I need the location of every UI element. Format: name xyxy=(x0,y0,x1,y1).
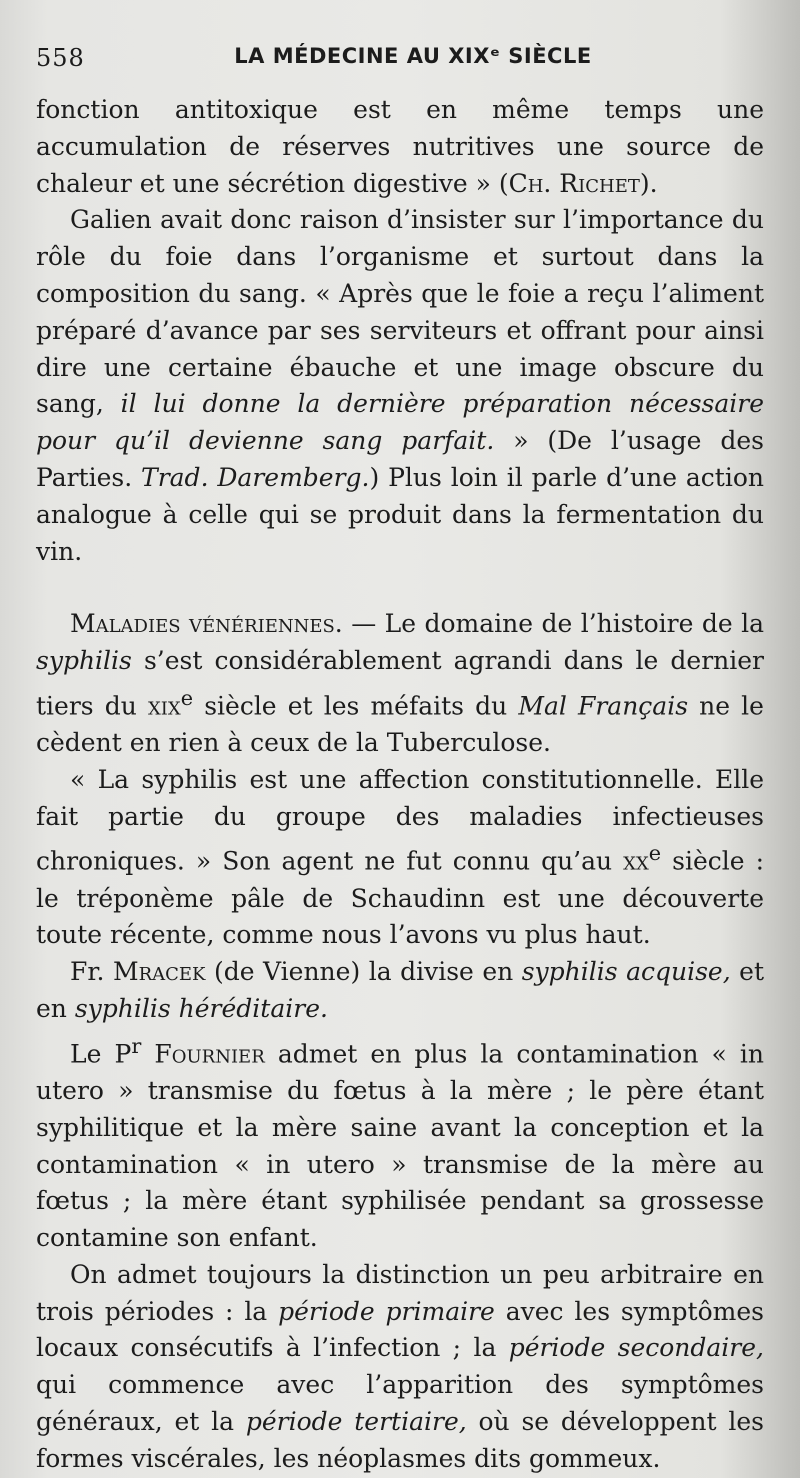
paragraph-3: Maladies vénériennes. — Le domaine de l’histoire de la syphilis s’est considérablement agrandi dans le dernier tiers du xix$^e$ siècle et les méfaits du Mal Français ne le cèdent en rien à ceux de la Tuberculose. xyxy=(36,609,764,758)
paragraph-4: « La syphilis est une affection constitutionnelle. Elle fait partie du groupe des maladies infectieuses chroniques. » Son agent ne fut connu qu’au $xx^e$ siècle : le tréponème pâle de Schaudinn est une découverte toute récente, comme nous l’avons vu plus haut. xyxy=(36,764,764,950)
section-heading: Maladies vénériennes. xyxy=(70,609,343,639)
paragraph-5: Fr. Mracek (de Vienne) la divise en syphilis acquise, et en syphilis héréditaire. xyxy=(36,957,765,1023)
paragraph-1: fonction antitoxique est en même temps une accumulation de réserves nutritives une source de chaleur et une sécrétion digestive » (Ch. Richet). xyxy=(36,95,764,198)
author-fournier: Fournier xyxy=(141,1039,265,1069)
author-mracek: Mracek xyxy=(113,957,206,987)
page-header xyxy=(36,42,760,78)
daremberg-citation: Trad. Daremberg. xyxy=(141,462,370,492)
galien-quote-italic: il lui donne la dernière préparation nécessaire pour qu’il devienne sang parfait. xyxy=(36,389,764,456)
running-title: LA MÉDECINE AU XIXᵉ SIÈCLE xyxy=(234,44,592,68)
body-text xyxy=(36,92,764,1478)
page-number: 558 xyxy=(36,44,85,72)
author-richet: Ch. Richet xyxy=(508,168,640,198)
paragraph-6: Le $P^r$ Fournier admet en plus la contamination « in utero » transmise du fœtus à la mère ; le père étant syphilitique et la mère saine avant la conception et la contamination « in utero » transmise de la mère au fœtus ; la mère étant syphilisée pendant sa grossesse contamine son enfant. xyxy=(36,1033,764,1253)
paragraph-2: Galien avait donc raison d’insister sur l’importance du rôle du foie dans l’organisme et surtout dans la composition du sang. « Après que le foie a reçu l’aliment préparé d’avance par ses serviteurs et offrant pour ainsi dire une certaine ébauche et une image obscure du sang, il lui donne la dernière préparation nécessaire pour qu’il devienne sang parfait. » (De l’usage des Parties. Trad. Daremberg.) Plus loin il parle d’une action analogue à celle qui se produit dans la fermentation du vin. xyxy=(36,205,764,566)
paragraph-7: On admet toujours la distinction un peu arbitraire en trois périodes : la période primaire avec les symptômes locaux consécutifs à l’infection ; la période secondaire, qui commence avec l’apparition des symptômes généraux, et la période tertiaire, où se développent les formes viscérales, les néoplasmes dits gommeux. xyxy=(36,1259,765,1473)
